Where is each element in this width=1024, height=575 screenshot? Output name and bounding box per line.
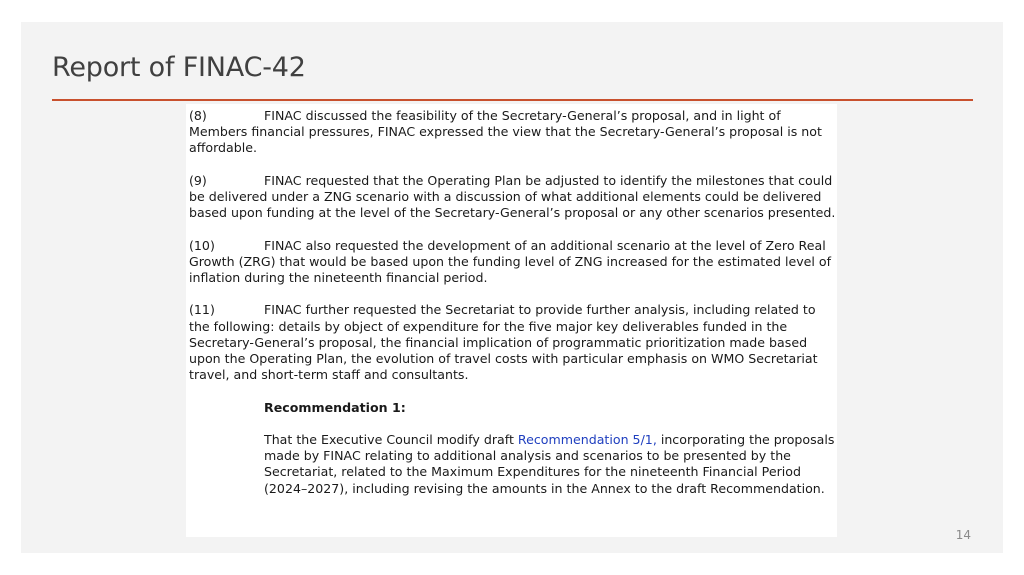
paragraph-text: FINAC further requested the Secretariat to provide further analysis, including related to the following: details by object of expenditure for the five major key deliverables funded in the Secretary-General’s proposal, the financial implication of programmatic prioritization made based upon the Operating Plan, the evolution of travel costs with particular emphasis on WMO Secretariat travel, and short-term staff and consultants. <box>189 302 818 383</box>
recommendation-link[interactable]: Recommendation 5/1, <box>517 431 657 447</box>
document-excerpt <box>186 104 837 537</box>
slide <box>21 22 1003 553</box>
paragraph-11 <box>189 302 837 383</box>
page-number: 14 <box>955 528 971 542</box>
recommendation-block <box>264 400 837 497</box>
recommendation-text-after: incorporating the proposals made by FINAC relating to additional analysis and scenarios to be presented by the Secretariat, related to the Maximum Expenditures for the nineteenth Financial Period (2024–2027), including revising the amounts in the Annex to the draft Recommendation. <box>264 431 835 496</box>
slide-title: Report of FINAC-42 <box>52 52 306 83</box>
paragraph-text: FINAC also requested the development of an additional scenario at the level of Zero Real Growth (ZRG) that would be based upon the funding level of ZNG increased for the estimated level of inflation during the nineteenth financial period. <box>189 237 832 285</box>
paragraph-8 <box>189 108 837 157</box>
paragraph-text: FINAC discussed the feasibility of the Secretary-General’s proposal, and in light of Members financial pressures, FINAC expressed the view that the Secretary-General’s proposal is not affordable. <box>189 108 822 156</box>
paragraph-9 <box>189 173 837 222</box>
recommendation-text-before: That the Executive Council modify draft <box>264 431 518 447</box>
recommendation-text <box>264 432 837 497</box>
paragraph-number: (9) <box>189 172 207 188</box>
paragraph-number: (11) <box>189 302 215 318</box>
paragraph-number: (8) <box>189 108 207 123</box>
paragraph-10 <box>189 238 837 287</box>
recommendation-heading: Recommendation 1: <box>264 399 406 415</box>
paragraph-number: (10) <box>189 237 215 253</box>
paragraph-text: FINAC requested that the Operating Plan be adjusted to identify the milestones that could be delivered under a ZNG scenario with a discussion of what additional elements could be delivered based upon funding at the level of the Secretary-General’s proposal or any other scenarios presented. <box>189 172 836 221</box>
title-underline <box>52 99 973 101</box>
